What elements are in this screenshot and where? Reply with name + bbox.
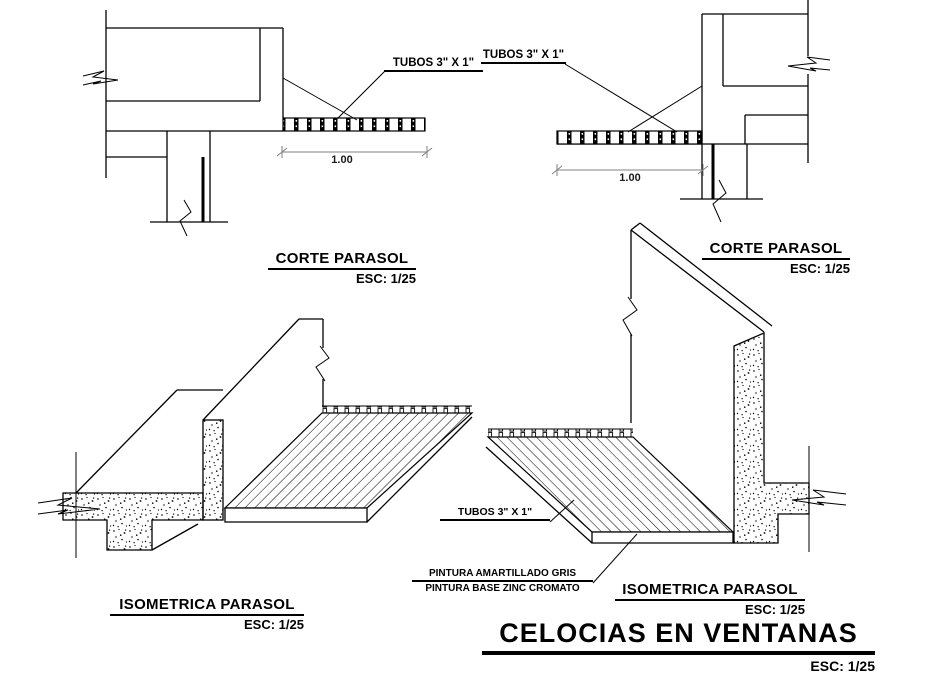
- caption-corte-left: [268, 250, 416, 286]
- concrete-wall-stub: [203, 420, 223, 520]
- callout-paint-line2: PINTURA BASE ZINC CROMATO: [425, 583, 580, 594]
- sheet-title: CELOCIAS EN VENTANAS: [482, 618, 875, 655]
- iso-left-drawing: [38, 319, 472, 558]
- sheet-scale: ESC: 1/25: [810, 658, 875, 674]
- concrete-column: [734, 333, 809, 543]
- concrete-slab: [63, 493, 203, 550]
- caption-corte-left-title: CORTE PARASOL: [268, 250, 416, 270]
- iso-right-drawing: [486, 223, 846, 583]
- louver-panel-left: [225, 413, 472, 508]
- corte-left-drawing: [83, 10, 432, 236]
- tube-row-right: [557, 131, 702, 144]
- caption-corte-right-scale: ESC: 1/25: [790, 261, 850, 276]
- caption-iso-left: [110, 596, 304, 632]
- callout-tubos-corte-right: TUBOS 3" X 1": [481, 49, 566, 64]
- title-block: [482, 618, 875, 674]
- caption-corte-left-scale: ESC: 1/25: [356, 271, 416, 286]
- caption-corte-right: [702, 240, 850, 276]
- caption-iso-right-title: ISOMETRICA PARASOL: [615, 581, 805, 601]
- caption-iso-left-scale: ESC: 1/25: [244, 617, 304, 632]
- caption-corte-right-title: CORTE PARASOL: [702, 240, 850, 260]
- callout-paint-line1: PINTURA AMARTILLADO GRIS: [412, 568, 593, 582]
- callout-tubos-iso-right: TUBOS 3" X 1": [440, 506, 550, 521]
- tube-row-left: [283, 118, 425, 131]
- caption-iso-right-scale: ESC: 1/25: [745, 602, 805, 617]
- corte-right-drawing: [552, 0, 830, 222]
- dimension-text-right: 1.00: [619, 172, 641, 184]
- caption-iso-right: [615, 581, 805, 617]
- callout-tubos-corte-left: TUBOS 3" X 1": [384, 57, 483, 72]
- dimension-text-left: 1.00: [331, 154, 353, 166]
- caption-iso-left-title: ISOMETRICA PARASOL: [110, 596, 304, 616]
